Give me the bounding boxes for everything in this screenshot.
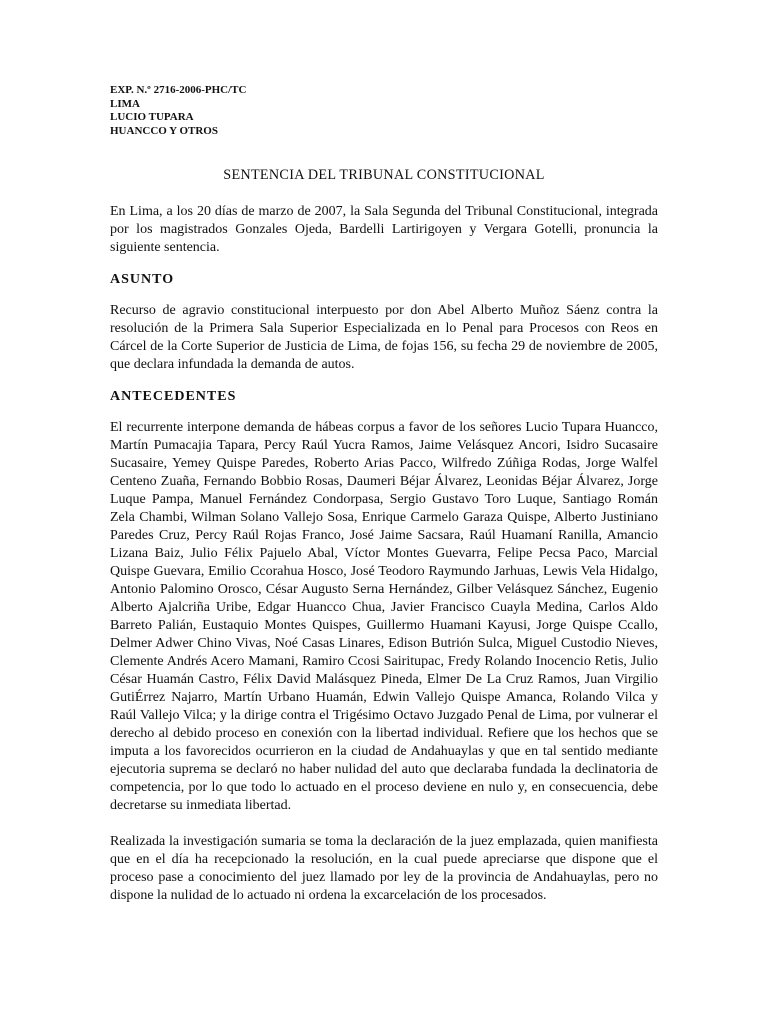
document-title: SENTENCIA DEL TRIBUNAL CONSTITUCIONAL	[223, 167, 545, 183]
case-party-line-2: HUANCCO Y OTROS	[110, 124, 218, 137]
section-heading-asunto: ASUNTO	[110, 272, 175, 287]
case-party-line-1: LUCIO TUPARA	[110, 111, 194, 123]
section-heading-antecedentes: ANTECEDENTES	[110, 389, 237, 404]
antecedentes-paragraph-1: El recurrente interpone demanda de hábeas corpus a favor de los señores Lucio Tupara Huancco, Martín Pumacajia Tapara, Percy Raúl Yucra Ramos, Jaime Velásquez Ancori, Isidro Sucasaire Sucasaire, Yemey Quispe Paredes, Roberto Arias Pacco, Wilfredo Zúñiga Rodas, Jorge Walfel Centeno Zuaña, Fernando Bobbio Rosas, Daumeri Béjar Álvarez, Leonidas Béjar Álvarez, Jorge Luque Pampa, Manuel Fernández Condorpasa, Sergio Gustavo Toro Luque, Santiago Román Zela Chambi, Wilman Solano Vallejo Sosa, Enrique Carmelo Garaza Quispe, Alberto Justiniano Paredes Cruz, Percy Raúl Rojas Franco, José Jaime Sacsara, Raúl Huamaní Ranilla, Amancio Lizana Baiz, Julio Félix Pajuelo Abal, Víctor Montes Guevarra, Felipe Pecsa Paco, Marcial Quispe Guevara, Emilio Ccorahua Hosco, José Teodoro Raymundo Jarhuas, Lewis Vela Hidalgo, Antonio Palomino Orosco, César Augusto Serna Hernández, Gilber Velásquez Sánchez, Eugenio Alberto Ajalcriña Uribe, Edgar Huancco Chua, Javier Francisco Cuayla Medina, Carlos Aldo Barreto Palián, Eustaquio Montes Quispes, Guillermo Huamani Kayusi, Jorge Quispe Ccallo, Delmer Adwer Chino Vivas, Noé Casas Linares, Edison Butrión Sulca, Miguel Custodio Nieves, Clemente Andrés Acero Mamani, Ramiro Ccosi Sairitupac, Fredy Rolando Inocencio Retis, Julio César Huamán Castro, Félix David Malásquez Pineda, Elmer De La Cruz Ramos, Juan Virgilio GutiÉrrez Najarro, Martín Urbano Huamán, Edwin Vallejo Quispe Amanca, Rolando Vilca y Raúl Vallejo Vilca; y la dirige contra el Trigésimo Octavo Juzgado Penal de Lima, por vulnerar el derecho al debido proceso en conexión con la libertad individual. Refiere que los hechos que se imputa a los favorecidos ocurrieron en la ciudad de Andahuaylas y que en tal sentido mediante ejecutoria suprema se declaró no haber nulidad del auto que declaraba fundada la declinatoria de competencia, por lo que todo lo actuado en el proceso deviene en nulo y, en consecuencia, debe decretarse su inmediata libertad.	[110, 420, 658, 813]
intro-paragraph: En Lima, a los 20 días de marzo de 2007, la Sala Segunda del Tribunal Constitucional, integrada por los magistrados Gonzales Ojeda, Bardelli Lartirigoyen y Vergara Gotelli, pronuncia la siguiente sentencia.	[110, 204, 658, 255]
case-header	[110, 84, 658, 138]
case-number: EXP. N.º 2716-2006-PHC/TC	[110, 84, 247, 96]
antecedentes-paragraph-2: Realizada la investigación sumaria se toma la declaración de la juez emplazada, quien manifiesta que en el día ha recepcionado la resolución, en la cual puede apreciarse que dispone que el proceso pase a conocimiento del juez llamado por ley de la provincia de Andahuaylas, pero no dispone la nulidad de lo actuado ni ordena la excarcelación de los procesados.	[110, 834, 658, 903]
case-city: LIMA	[110, 97, 140, 110]
asunto-paragraph: Recurso de agravio constitucional interpuesto por don Abel Alberto Muñoz Sáenz contra la resolución de la Primera Sala Superior Especializada en lo Penal para Procesos con Reos en Cárcel de la Corte Superior de Justicia de Lima, de fojas 156, su fecha 29 de noviembre de 2005, que declara infundada la demanda de autos.	[110, 303, 658, 372]
document-page	[110, 84, 658, 905]
